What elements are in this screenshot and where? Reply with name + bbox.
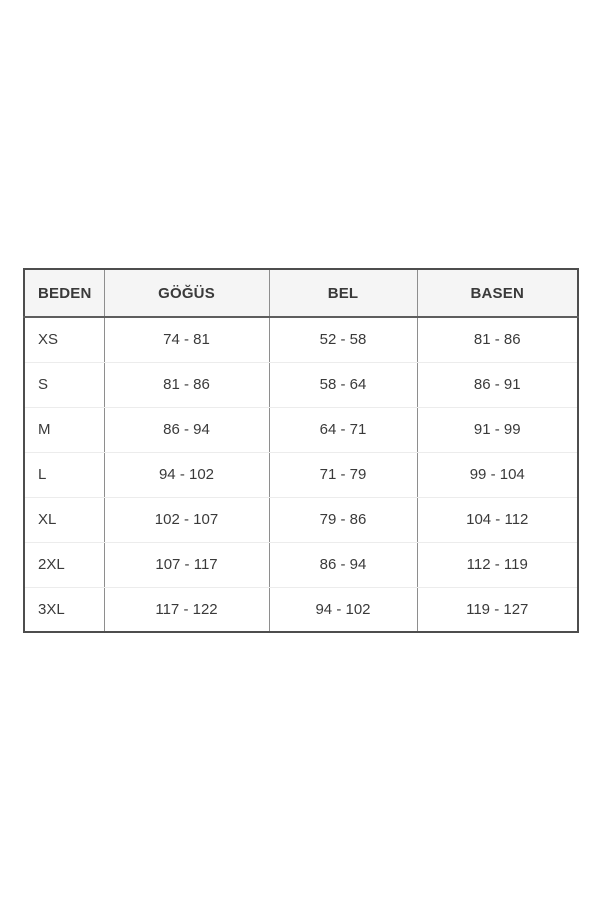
size-row-m <box>24 407 578 452</box>
size-row-s <box>24 362 578 407</box>
hip-range: 112 - 119 <box>417 542 578 587</box>
column-header-gogus: GÖĞÜS <box>104 269 269 317</box>
size-row-2xl <box>24 542 578 587</box>
column-header-bel: BEL <box>269 269 417 317</box>
size-chart-header-row <box>24 269 578 317</box>
hip-range: 86 - 91 <box>417 362 578 407</box>
hip-range: 81 - 86 <box>417 317 578 362</box>
chest-range: 94 - 102 <box>104 452 269 497</box>
waist-range: 79 - 86 <box>269 497 417 542</box>
size-label: 2XL <box>24 542 104 587</box>
waist-range: 71 - 79 <box>269 452 417 497</box>
chest-range: 102 - 107 <box>104 497 269 542</box>
chest-range: 74 - 81 <box>104 317 269 362</box>
waist-range: 64 - 71 <box>269 407 417 452</box>
size-label: L <box>24 452 104 497</box>
size-label: 3XL <box>38 600 65 618</box>
waist-range: 94 - 102 <box>269 587 417 632</box>
chest-range: 117 - 122 <box>104 587 269 632</box>
chest-range: 81 - 86 <box>104 362 269 407</box>
size-label: M <box>24 407 104 452</box>
column-header-beden: BEDEN <box>24 269 104 317</box>
size-label: XL <box>24 497 104 542</box>
waist-range: 86 - 94 <box>269 542 417 587</box>
hip-range: 119 - 127 <box>417 587 578 632</box>
hip-range: 104 - 112 <box>417 497 578 542</box>
chest-range: 107 - 117 <box>104 542 269 587</box>
size-row-xl <box>24 497 578 542</box>
waist-range: 58 - 64 <box>269 362 417 407</box>
size-label: S <box>24 362 104 407</box>
size-label: XS <box>24 317 104 362</box>
hip-range: 99 - 104 <box>417 452 578 497</box>
size-row-xs <box>24 317 578 362</box>
hip-range: 91 - 99 <box>417 407 578 452</box>
column-header-basen: BASEN <box>417 269 578 317</box>
size-row-l <box>24 452 578 497</box>
size-row-3xl <box>24 587 578 632</box>
chest-range: 86 - 94 <box>104 407 269 452</box>
size-chart-table <box>23 268 579 633</box>
waist-range: 52 - 58 <box>269 317 417 362</box>
size-chart-container <box>23 268 577 633</box>
